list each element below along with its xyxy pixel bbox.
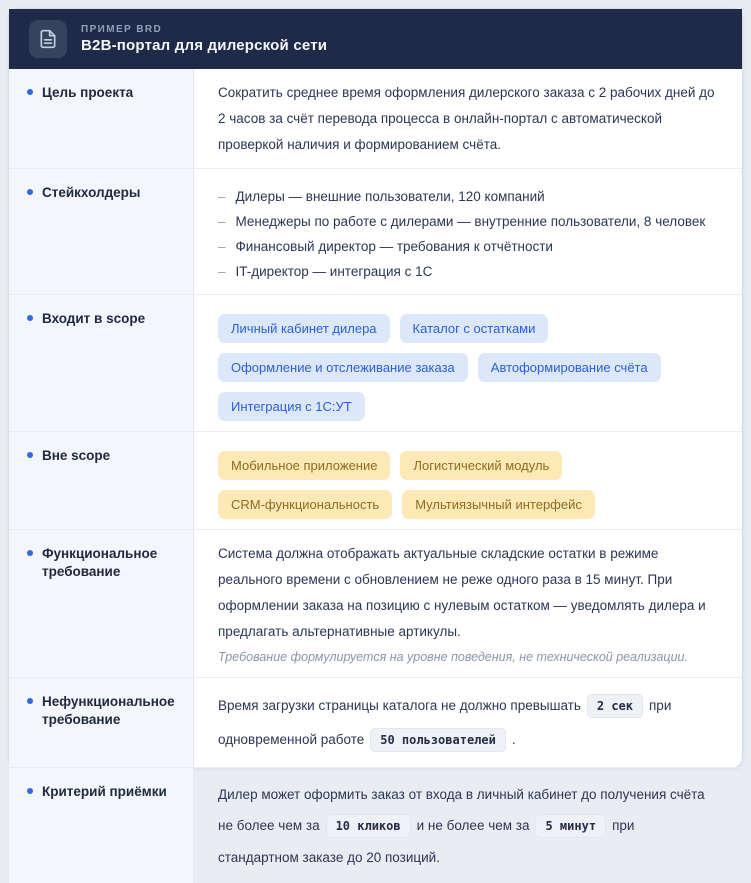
bullet-dot [27,550,33,556]
row-goal-content [194,69,742,168]
bullet-dot [27,452,33,458]
list-dash: – [218,239,226,254]
row-in-scope-label-cell [9,295,194,431]
row-in-scope [9,295,742,432]
scope-tag: Автоформирование счёта [478,353,661,382]
goal-text: Сократить среднее время оформления дилерского заказа с 2 рабочих дней до 2 часов за счёт перевода процесса в онлайн-портал с автоматической проверкой наличия и формированием счёта. [218,85,715,152]
metric-badge: 5 минут [535,814,606,838]
stakeholder-text: IT-директор — интеграция с 1С [235,264,433,279]
metric-badge: 50 пользователей [370,728,506,752]
row-acceptance [9,768,742,883]
row-acceptance-label-cell [9,768,194,883]
stakeholder-text: Финансовый директор — требования к отчётности [235,239,553,254]
row-functional-label-cell [9,530,194,677]
row-functional-content [194,530,742,677]
row-nonfunctional [9,678,742,768]
document-icon [29,20,67,58]
scope-tag: Оформление и отслеживание заказа [218,353,468,382]
scope-tag: Логистический модуль [400,451,562,480]
list-item [218,209,718,234]
card-header [9,9,742,69]
header-eyebrow: ПРИМЕР BRD [81,24,163,35]
stakeholder-text: Дилеры — внешние пользователи, 120 компаний [235,189,545,204]
row-stakeholders-label: Стейкхолдеры [42,185,141,200]
scope-tag: Интеграция с 1С:УТ [218,392,365,421]
row-acceptance-label: Критерий приёмки [42,784,167,799]
text-segment: и не более чем за [416,818,530,833]
scope-tag: Мультиязычный интерфейс [402,490,595,519]
scope-tag: Личный кабинет дилера [218,314,390,343]
scope-tag: Мобильное приложение [218,451,390,480]
list-dash: – [218,189,226,204]
header-texts [81,24,327,54]
metric-badge: 10 кликов [326,814,411,838]
row-in-scope-content [194,295,742,431]
functional-note: Требование формулируется на уровне поведения, не технической реализации. [218,650,688,664]
bullet-dot [27,315,33,321]
scope-tag: Каталог с остатками [400,314,549,343]
metric-badge: 2 сек [587,694,643,718]
nonfunctional-text [218,689,718,757]
out-scope-tags [218,443,718,519]
row-goal [9,69,742,169]
row-functional-label: Функциональное требование [42,546,158,580]
list-dash: – [218,214,226,229]
text-segment: Дилер может оформить заказ от входа в личный кабинет до получения счёта не более чем за [218,787,705,833]
bullet-dot [27,698,33,704]
row-stakeholders-content [194,169,742,294]
page-title: B2B-портал для дилерской сети [81,37,328,54]
functional-text: Система должна отображать актуальные складские остатки в режиме реального времени с обновлением не реже одного раза в 15 минут. При оформлении заказа на позицию с нулевым остатком — уведомлять дилера и предлагать альтернативные артикулы. [218,546,706,639]
list-dash: – [218,264,226,279]
brd-card [8,8,743,865]
stakeholder-text: Менеджеры по работе с дилерами — внутренние пользователи, 8 человек [235,214,706,229]
text-segment: при стандартном заказе до 20 позиций. [218,818,635,865]
bullet-dot [27,189,33,195]
row-nonfunctional-label-cell [9,678,194,767]
row-goal-label: Цель проекта [42,85,134,100]
list-item [218,184,718,209]
bullet-dot [27,788,33,794]
list-item [218,259,718,284]
row-in-scope-label: Входит в scope [42,311,146,326]
text-segment: при одновременной работе [218,698,672,747]
acceptance-text [218,779,718,873]
row-out-scope-label-cell [9,432,194,529]
row-stakeholders [9,169,742,295]
row-goal-label-cell [9,69,194,168]
row-acceptance-content [194,768,742,883]
row-stakeholders-label-cell [9,169,194,294]
list-item [218,234,718,259]
row-out-scope [9,432,742,530]
stakeholder-list [218,180,718,284]
row-functional [9,530,742,678]
text-segment: . [511,732,516,747]
text-segment: Время загрузки страницы каталога не должно превышать [218,698,581,713]
row-nonfunctional-content [194,678,742,767]
in-scope-tags [218,306,718,421]
scope-tag: CRM-функциональность [218,490,392,519]
row-nonfunctional-label: Нефункциональное требование [42,694,175,728]
bullet-dot [27,89,33,95]
row-out-scope-label: Вне scope [42,448,111,463]
row-out-scope-content [194,432,742,529]
